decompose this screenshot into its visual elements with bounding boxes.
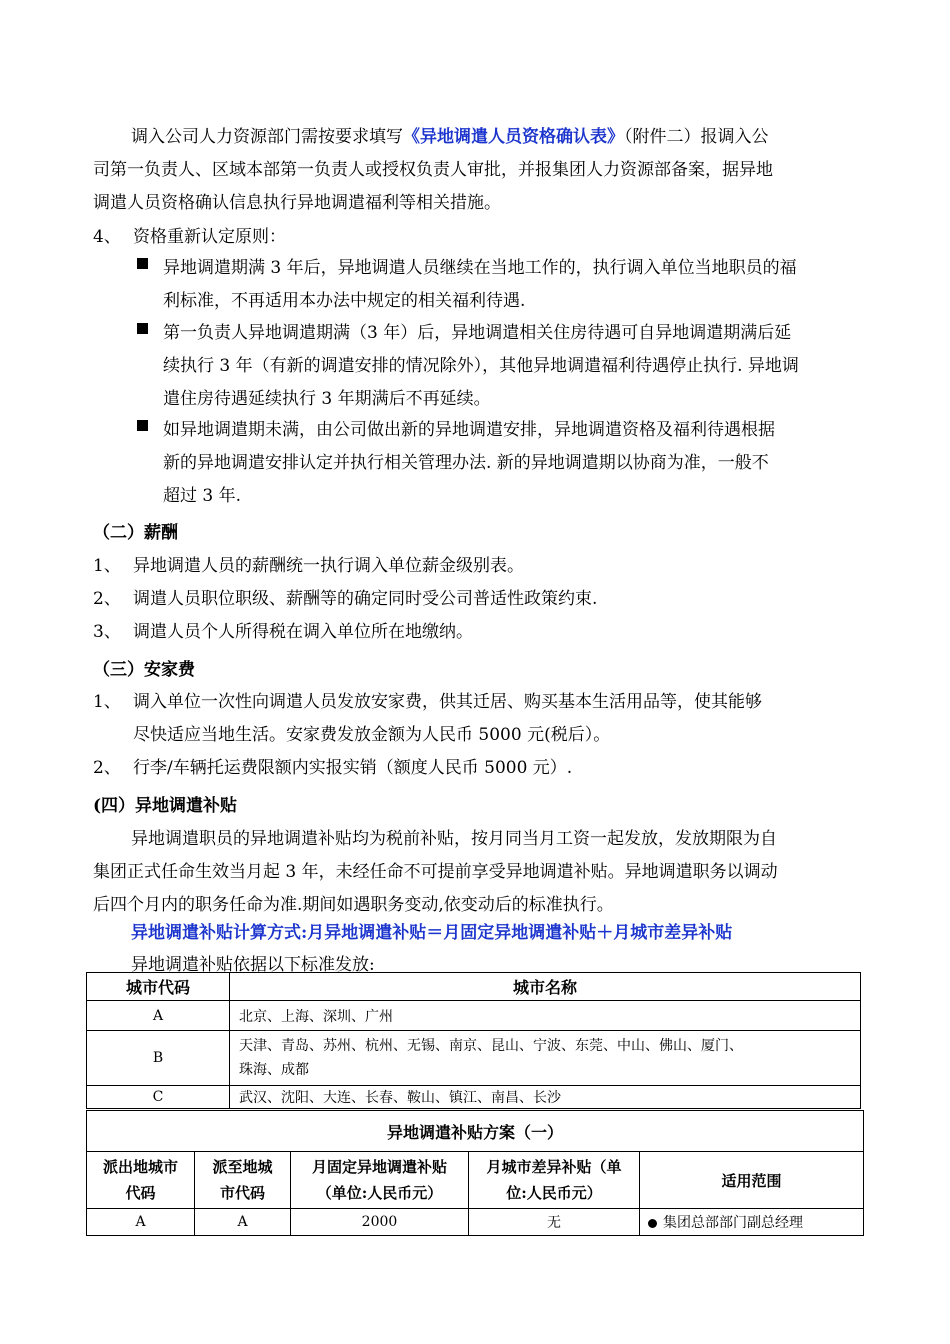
city-diff-cell: 无	[469, 1209, 640, 1236]
city-name-header: 城市名称	[230, 973, 861, 1001]
table-row	[87, 1031, 861, 1086]
sec2-item3-text: 调遣人员个人所得税在调入单位所在地缴纳。	[133, 622, 473, 642]
header-line: 市代码	[219, 1184, 265, 1202]
fixed-allowance-cell: 2000	[291, 1209, 469, 1236]
bullet2-line1: 第一负责人异地调遣期满（3 年）后，异地调遣相关住房待遇可自异地调遣期满后延	[163, 323, 792, 343]
city-names-line1: 天津、青岛、苏州、杭州、无锡、南京、昆山、宁波、东莞、中山、佛山、厦门、	[239, 1038, 743, 1054]
bullet-square-icon	[137, 323, 148, 334]
sec2-item2-text: 调遣人员职位职级、薪酬等的确定同时受公司普适性政策约束.	[133, 589, 598, 609]
header-line: 位:人民币元）	[506, 1184, 602, 1202]
sec4-line1: 异地调遣职员的异地调遣补贴均为税前补贴，按月同当月工资一起发放，发放期限为自	[131, 829, 777, 849]
city-names-cell: 北京、上海、深圳、广州	[230, 1001, 861, 1031]
sec2-item1-num: 1、	[93, 556, 121, 576]
to-city-cell: A	[195, 1209, 291, 1236]
para1-line1	[131, 122, 769, 147]
sec3-item2-text: 行李/车辆托运费限额内实报实销（额度人民币 5000 元）.	[133, 758, 573, 778]
bullet3-line2: 新的异地调遣安排认定并执行相关管理办法. 新的异地调遣期以协商为准，一般不	[163, 453, 769, 473]
bullet-square-icon	[137, 420, 148, 431]
city-table-header-row	[87, 973, 861, 1001]
header-line: 月固定异地调遣补贴	[311, 1158, 447, 1176]
item4-num: 4、	[93, 227, 121, 247]
header-line: 派至地城	[212, 1158, 273, 1176]
city-diff-header	[469, 1152, 640, 1209]
table-row	[87, 1209, 864, 1236]
header-line: 派出地城市	[102, 1158, 178, 1176]
sec4-basis: 异地调遣补贴依据以下标准发放:	[131, 955, 375, 975]
scope-header: 适用范围	[640, 1152, 864, 1209]
bullet1-line1: 异地调遣期满 3 年后，异地调遣人员继续在当地工作的，执行调入单位当地职员的福	[163, 258, 797, 278]
sec4-formula: 异地调遣补贴计算方式:月异地调遣补贴＝月固定异地调遣补贴＋月城市差异补贴	[131, 923, 733, 943]
city-names-cell: 武汉、沈阳、大连、长春、鞍山、镇江、南昌、长沙	[230, 1086, 861, 1109]
bullet1-line2: 利标准，不再适用本办法中规定的相关福利待遇.	[163, 291, 526, 311]
plan-header-row	[87, 1152, 864, 1209]
table-row	[87, 1001, 861, 1031]
sec4-heading: (四）异地调遣补贴	[93, 796, 238, 816]
from-city-header	[87, 1152, 195, 1209]
sec2-item1-text: 异地调遣人员的薪酬统一执行调入单位薪金级别表。	[133, 556, 524, 576]
sec4-line2: 集团正式任命生效当月起 3 年，未经任命不可提前享受异地调遣补贴。异地调遣职务以调动	[93, 862, 778, 882]
sec4-line3: 后四个月内的职务任命为准.期间如遇职务变动,依变动后的标准执行。	[93, 895, 614, 915]
plan-table-title: 异地调遣补贴方案（一）	[87, 1111, 864, 1152]
para1-line3: 调遣人员资格确认信息执行异地调遣福利等相关措施。	[93, 193, 501, 213]
city-code-cell: A	[87, 1001, 230, 1031]
plan-table	[86, 1110, 864, 1236]
header-line: 月城市差异补贴（单	[486, 1158, 622, 1176]
fixed-allowance-header	[291, 1152, 469, 1209]
bullet3-line1: 如异地调遣期未满，由公司做出新的异地调遣安排，异地调遣资格及福利待遇根据	[163, 420, 775, 440]
bullet-square-icon	[137, 258, 148, 269]
scope-text: 集团总部部门副总经理	[663, 1215, 803, 1231]
city-code-cell: B	[87, 1031, 230, 1086]
sec2-item2-num: 2、	[93, 589, 121, 609]
sec2-item3-num: 3、	[93, 622, 121, 642]
bullet3-line3: 超过 3 年.	[163, 486, 242, 506]
city-table	[86, 972, 861, 1109]
bullet2-line2: 续执行 3 年（有新的调遣安排的情况除外），其他异地调遣福利待遇停止执行. 异地调	[163, 356, 799, 376]
para1-line2: 司第一负责人、区域本部第一负责人或授权负责人审批，并报集团人力资源部备案，据异地	[93, 160, 773, 180]
header-line: （单位:人民币元）	[316, 1184, 443, 1202]
city-code-header: 城市代码	[87, 973, 230, 1001]
sec3-heading: （三）安家费	[93, 660, 195, 680]
form-name-link: 《异地调遣人员资格确认表》	[403, 127, 624, 147]
plan-title-row	[87, 1111, 864, 1152]
para1-rest: （附件二）报调入公	[624, 127, 769, 147]
sec3-item1-line1: 调入单位一次性向调遣人员发放安家费，供其迁居、购买基本生活用品等，使其能够	[133, 692, 762, 712]
table-row	[87, 1086, 861, 1109]
bullet-dot-icon	[648, 1219, 657, 1228]
bullet2-line3: 遣住房待遇延续执行 3 年期满后不再延续。	[163, 389, 491, 409]
scope-cell	[640, 1209, 864, 1236]
sec2-heading: （二）薪酬	[93, 523, 178, 543]
city-code-cell: C	[87, 1086, 230, 1109]
city-names-cell	[230, 1031, 861, 1086]
sec3-item1-line2: 尽快适应当地生活。安家费发放金额为人民币 5000 元(税后）。	[133, 725, 611, 745]
to-city-header	[195, 1152, 291, 1209]
sec3-item1-num: 1、	[93, 692, 121, 712]
para1-prefix: 调入公司人力资源部门需按要求填写	[131, 127, 403, 147]
sec3-item2-num: 2、	[93, 758, 121, 778]
header-line: 代码	[125, 1184, 156, 1202]
item4-text: 资格重新认定原则：	[133, 227, 286, 247]
from-city-cell: A	[87, 1209, 195, 1236]
city-names-line2: 珠海、成都	[239, 1062, 309, 1078]
